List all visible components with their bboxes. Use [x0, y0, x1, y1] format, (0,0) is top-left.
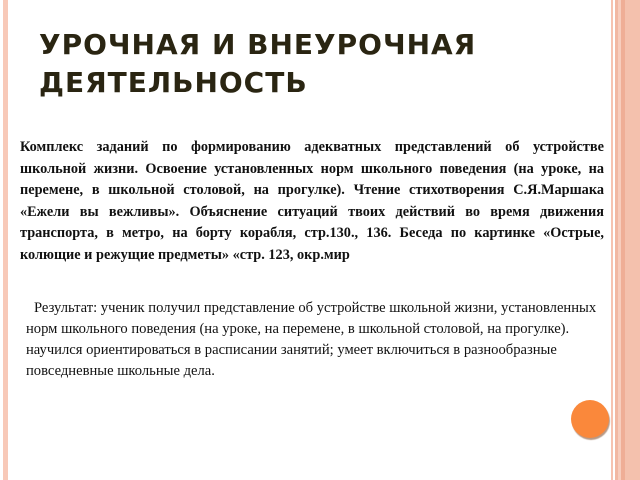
left-border-stripe — [3, 0, 8, 480]
right-border-band — [615, 0, 640, 480]
tasks-paragraph: Комплекс заданий по формированию адекватных представлений об устройстве школьной жизни. Освоение установленных норм школьного поведения (на уроке, на перемене, в школьной столовой, на прогулке). Чтение стихотворения С.Я.Маршака «Ежели вы вежливы». Объяснение ситуаций твоих действий во время движения транспорта, в метро, на борту корабля, стр.130., 136. Беседа по картинке «Острые, колющие и режущие предметы» «стр. 123, окр.мир — [20, 139, 604, 263]
right-border-line — [611, 0, 613, 480]
orange-circle-decoration — [571, 400, 609, 438]
result-paragraph: Результат: ученик получил представление об устройстве школьной жизни, установленных норм школьного поведения (на уроке, на перемене, в школьной столовой, на прогулке). научился ориентироваться в расписании занятий; умеет включиться в разнообразные повседневные школьные дела. — [26, 300, 597, 379]
slide-title: УРОЧНАЯ И ВНЕУРОЧНАЯ ДЕЯТЕЛЬНОСТЬ — [39, 28, 477, 99]
